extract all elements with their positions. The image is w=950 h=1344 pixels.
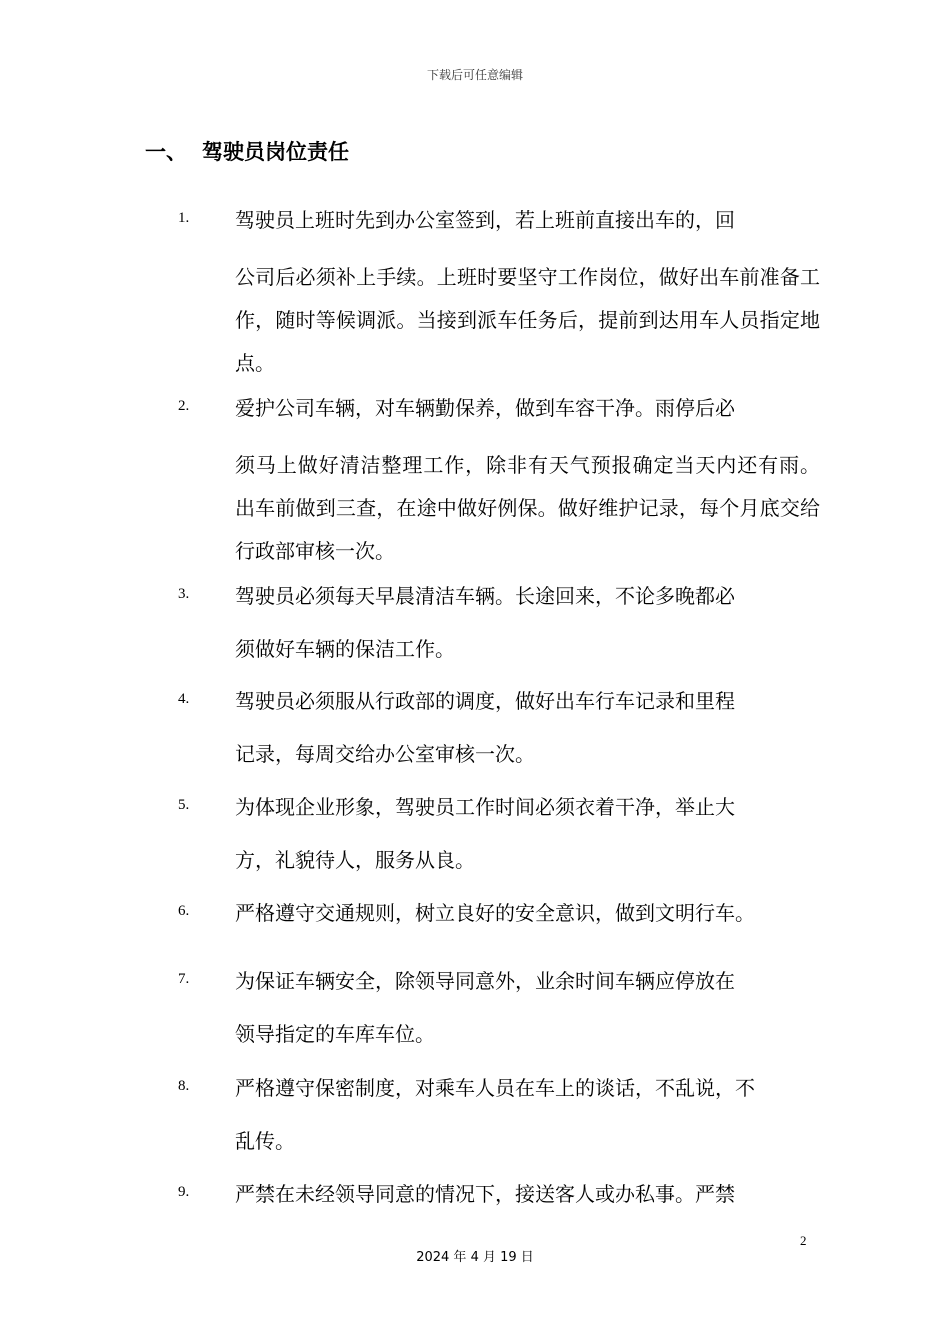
item-text (235, 199, 820, 385)
item-number: 6. (178, 903, 190, 919)
item-text-rest: 方，礼貌待人，服务从良。 (235, 848, 475, 872)
item-text-first-line: 爱护公司车辆，对车辆勤保养，做到车容干净。雨停后必 (235, 396, 735, 420)
item-text-first-line: 为保证车辆安全，除领导同意外，业余时间车辆应停放在 (235, 969, 735, 993)
item-text-first-line: 严格遵守交通规则，树立良好的安全意识，做到文明行车。 (235, 901, 755, 925)
item-text (235, 680, 820, 776)
item-number: 1. (178, 210, 190, 226)
item-text-rest: 须马上做好清洁整理工作，除非有天气预报确定当天内还有雨。 出车前做到三查，在途中做好例保。做好维护记录，每个月底交给行政部审核一次。 (235, 453, 820, 563)
item-number: 3. (178, 586, 190, 602)
item-text (235, 575, 820, 671)
item-text-first-line: 驾驶员必须每天早晨清洁车辆。长途回来，不论多晚都必 (235, 584, 735, 608)
item-text-rest: 领导指定的车库车位。 (235, 1022, 435, 1046)
item-text (235, 1067, 820, 1163)
page-number: 2 (800, 1233, 807, 1248)
item-number: 7. (178, 971, 190, 987)
item-text-rest: 记录，每周交给办公室审核一次。 (235, 742, 535, 766)
item-number: 4. (178, 691, 190, 707)
section-title (145, 136, 349, 166)
item-number: 5. (178, 797, 190, 813)
item-text-first-line: 驾驶员必须服从行政部的调度，做好出车行车记录和里程 (235, 689, 735, 713)
item-number: 9. (178, 1184, 190, 1200)
section-number: 一、 (145, 140, 187, 164)
item-text-first-line: 为体现企业形象，驾驶员工作时间必须衣着干净，举止大 (235, 795, 735, 819)
item-text-rest: 公司后必须补上手续。上班时要坚守工作岗位，做好出车前准备工作，随时等候调派。当接到派车任务后，提前到达用车人员指定地点。 (235, 265, 820, 375)
item-text (235, 786, 820, 882)
item-text (235, 892, 820, 935)
item-text-first-line: 严格遵守保密制度，对乘车人员在车上的谈话，不乱说，不 (235, 1076, 755, 1100)
page-footer-date: 2024 年 4 月 19 日 (416, 1250, 534, 1265)
item-text-rest: 乱传。 (235, 1129, 295, 1153)
item-text (235, 960, 820, 1056)
page-header: 下载后可任意编辑 (426, 68, 523, 82)
item-number: 8. (178, 1078, 190, 1094)
item-text-rest: 须做好车辆的保洁工作。 (235, 637, 455, 661)
item-text (235, 387, 820, 573)
section-title-text: 驾驶员岗位责任 (202, 140, 349, 164)
item-text-first-line: 驾驶员上班时先到办公室签到，若上班前直接出车的，回 (235, 208, 735, 232)
item-text (235, 1173, 820, 1216)
item-number: 2. (178, 398, 190, 414)
item-text-first-line: 严禁在未经领导同意的情况下，接送客人或办私事。严禁 (235, 1182, 735, 1206)
